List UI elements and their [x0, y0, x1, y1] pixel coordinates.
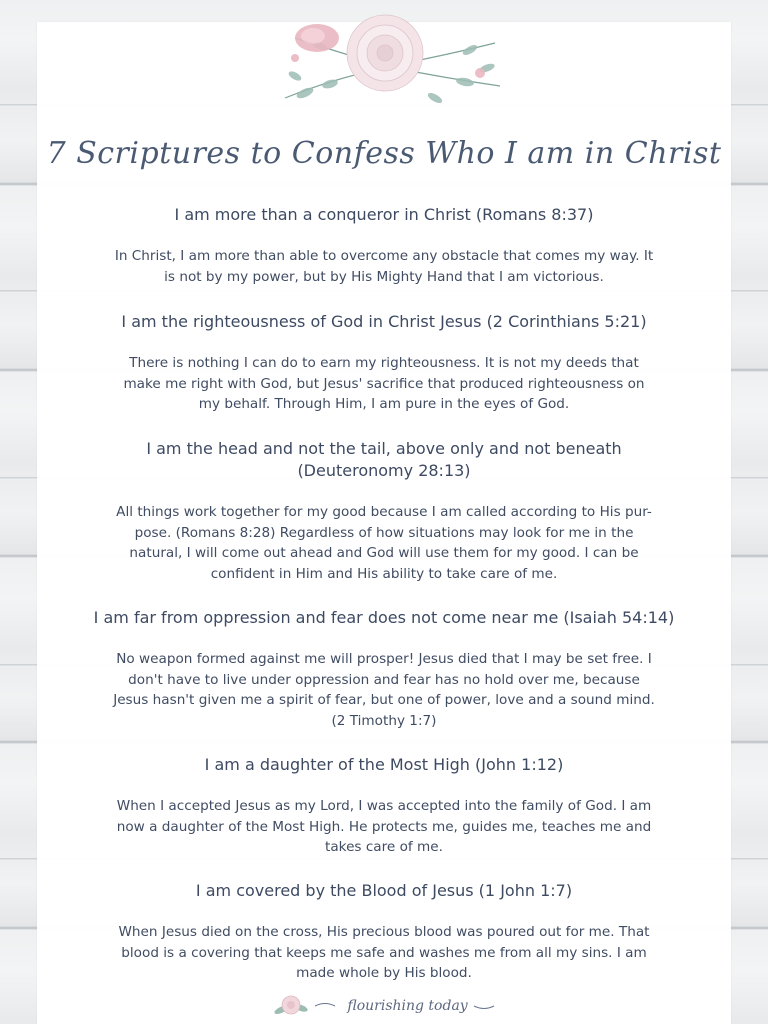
- body-line: natural, I will come out ahead and God will use them for my good. I can be: [129, 545, 639, 561]
- scripture-body: [60, 502, 708, 584]
- scripture-body: [60, 353, 708, 415]
- body-line: When I accepted Jesus as my Lord, I was accepted into the family of God. I am: [116, 798, 652, 814]
- peony-bouquet-icon: [265, 8, 515, 113]
- body-line: make me right with God, but Jesus' sacrifice that produced righteousness on: [123, 375, 645, 392]
- body-line: There is nothing I can do to earn my righteousness. It is not my deeds that: [129, 355, 639, 371]
- body-line: now a daughter of the Most High. He protects me, guides me, teaches me and: [116, 818, 652, 835]
- body-line: When Jesus died on the cross, His precious blood was poured out for me. That: [118, 924, 650, 940]
- scripture-heading: I am more than a conqueror in Christ (Romans 8:37): [174, 205, 594, 224]
- scripture-heading: I am the righteousness of God in Christ Jesus (2 Corinthians 5:21): [121, 312, 647, 331]
- scripture-section: [60, 754, 708, 858]
- scripture-body: [60, 796, 708, 858]
- scripture-body: [60, 922, 708, 984]
- scripture-heading: [60, 438, 708, 482]
- swash-right-icon: [473, 1001, 495, 1011]
- swash-left-icon: [314, 1001, 336, 1011]
- body-line: All things work together for my good because I am called according to His pur-: [116, 504, 652, 520]
- heading-line: (Deuteronomy 28:13): [297, 461, 471, 480]
- page-title: 7 Scriptures to Confess Who I am in Christ: [46, 136, 722, 171]
- body-line: (2 Timothy 1:7): [331, 712, 437, 729]
- brand-name: flourishing today: [347, 998, 468, 1014]
- scripture-body: [60, 649, 708, 731]
- footer-brand: [0, 992, 768, 1024]
- body-line: takes care of me.: [325, 839, 443, 855]
- body-line: pose. (Romans 8:28) Regardless of how situations may look for me in the: [134, 524, 634, 541]
- body-line: made whole by His blood.: [296, 965, 472, 981]
- scripture-heading: I am covered by the Blood of Jesus (1 John 1:7): [195, 881, 573, 900]
- body-line: Jesus hasn't given me a spirit of fear, but one of power, love and a sound mind.: [113, 692, 655, 708]
- heading-line: I am the head and not the tail, above only and not beneath: [146, 439, 622, 458]
- body-line: don't have to live under oppression and fear has no hold over me, because: [128, 671, 640, 688]
- body-line: confident in Him and His ability to take care of me.: [210, 565, 558, 582]
- scripture-heading: I am a daughter of the Most High (John 1:12): [204, 755, 564, 774]
- scripture-section: [60, 880, 708, 984]
- scripture-heading: I am far from oppression and fear does not come near me (Isaiah 54:14): [93, 608, 675, 627]
- body-line: is not by my power, but by His Mighty Hand that I am victorious.: [164, 268, 604, 285]
- body-line: No weapon formed against me will prosper! Jesus died that I may be set free. I: [116, 651, 652, 667]
- body-line: blood is a covering that keeps me safe and washes me from all my sins. I am: [121, 944, 647, 961]
- body-line: my behalf. Through Him, I am pure in the eyes of God.: [198, 396, 570, 412]
- scripture-body: [60, 246, 708, 287]
- scripture-section: [60, 311, 708, 415]
- scripture-section: [60, 607, 708, 731]
- scripture-section: [60, 438, 708, 584]
- scripture-section: [60, 204, 708, 287]
- body-line: In Christ, I am more than able to overcome any obstacle that comes my way. It: [114, 248, 654, 264]
- small-flower-icon: [273, 992, 309, 1020]
